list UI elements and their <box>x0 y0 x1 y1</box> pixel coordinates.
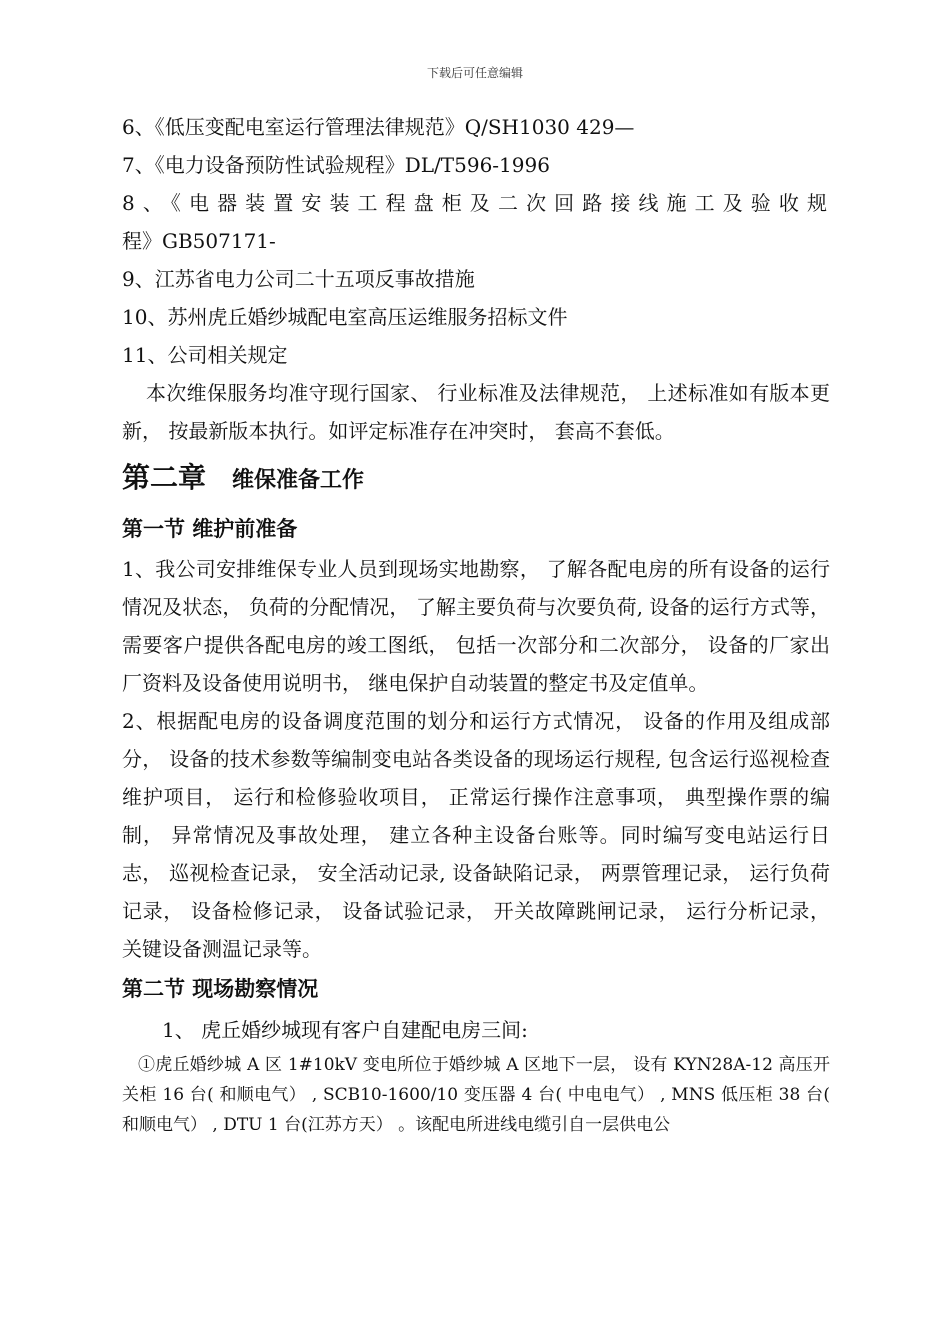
section-1-paragraph-1: 1、我公司安排维保专业人员到现场实地勘察， 了解各配电房的所有设备的运行情况及状态， 负荷的分配情况， 了解主要负荷与次要负荷, 设备的运行方式等， 需要客户提供各配电房的竣工图纸， 包括一次部分和二次部分， 设备的厂家出厂资料及设备使用说明书， 继电保护自动装置的整定书及定值单。 <box>122 557 830 695</box>
header-note: 下载后可任意编辑 <box>426 66 523 80</box>
reference-item-6: 6、《低压变配电室运行管理法律规范》Q/SH1030 429— <box>122 115 635 139</box>
section-1-paragraph-2: 2、根据配电房的设备调度范围的划分和运行方式情况， 设备的作用及组成部分， 设备的技术参数等编制变电站各类设备的现场运行规程, 包含运行巡视检查维护项目， 运行和检修验收项目， 正常运行操作注意事项， 典型操作票的编制， 异常情况及事故处理， 建立各种主设备台账等。同时编写变电站运行日志， 巡视检查记录， 安全活动记录, 设备缺陷记录， 两票管理记录， 运行负荷记录， 设备检修记录， 设备试验记录， 开关故障跳闸记录， 运行分析记录， 关键设备测温记录等。 <box>122 709 830 961</box>
section-2-detail: ①虎丘婚纱城 A 区 1#10kV 变电所位于婚纱城 A 区地下一层， 设有 KYN28A-12 高压开关柜 16 台( 和顺电气） , SCB10-1600/10 变压器 4 台( 中电电气） , MNS 低压柜 38 台( 和顺电气） , DTU 1 台(江苏方天） 。该配电所进线电缆引自一层供电公 <box>122 1055 830 1135</box>
section-2-item-1: 1、 虎丘婚纱城现有客户自建配电房三间: <box>162 1018 528 1042</box>
chapter-heading <box>122 456 830 504</box>
document-body <box>122 108 830 1140</box>
chapter-title: 维保准备工作 <box>232 468 365 493</box>
reference-item-10: 10、苏州虎丘婚纱城配电室高压运维服务招标文件 <box>122 305 568 329</box>
reference-item-7: 7、《电力设备预防性试验规程》DL/T596-1996 <box>122 153 550 177</box>
chapter-number: 第二章 <box>122 461 207 494</box>
reference-list <box>122 108 830 374</box>
standards-note: 本次维保服务均准守现行国家、 行业标准及法律规范， 上述标准如有版本更新， 按最新版本执行。如评定标准存在冲突时， 套高不套低。 <box>122 381 830 443</box>
reference-item-8: 8、《电器装置安装工程盘柜及二次回路接线施工及验收规 <box>122 191 830 215</box>
reference-item-8-continued: 程》GB507171- <box>122 229 276 253</box>
section-1-title: 第一节 维护前准备 <box>122 517 298 541</box>
section-2-title: 第二节 现场勘察情况 <box>122 977 319 1001</box>
reference-item-9: 9、江苏省电力公司二十五项反事故措施 <box>122 267 475 291</box>
reference-item-11: 11、公司相关规定 <box>122 343 288 367</box>
